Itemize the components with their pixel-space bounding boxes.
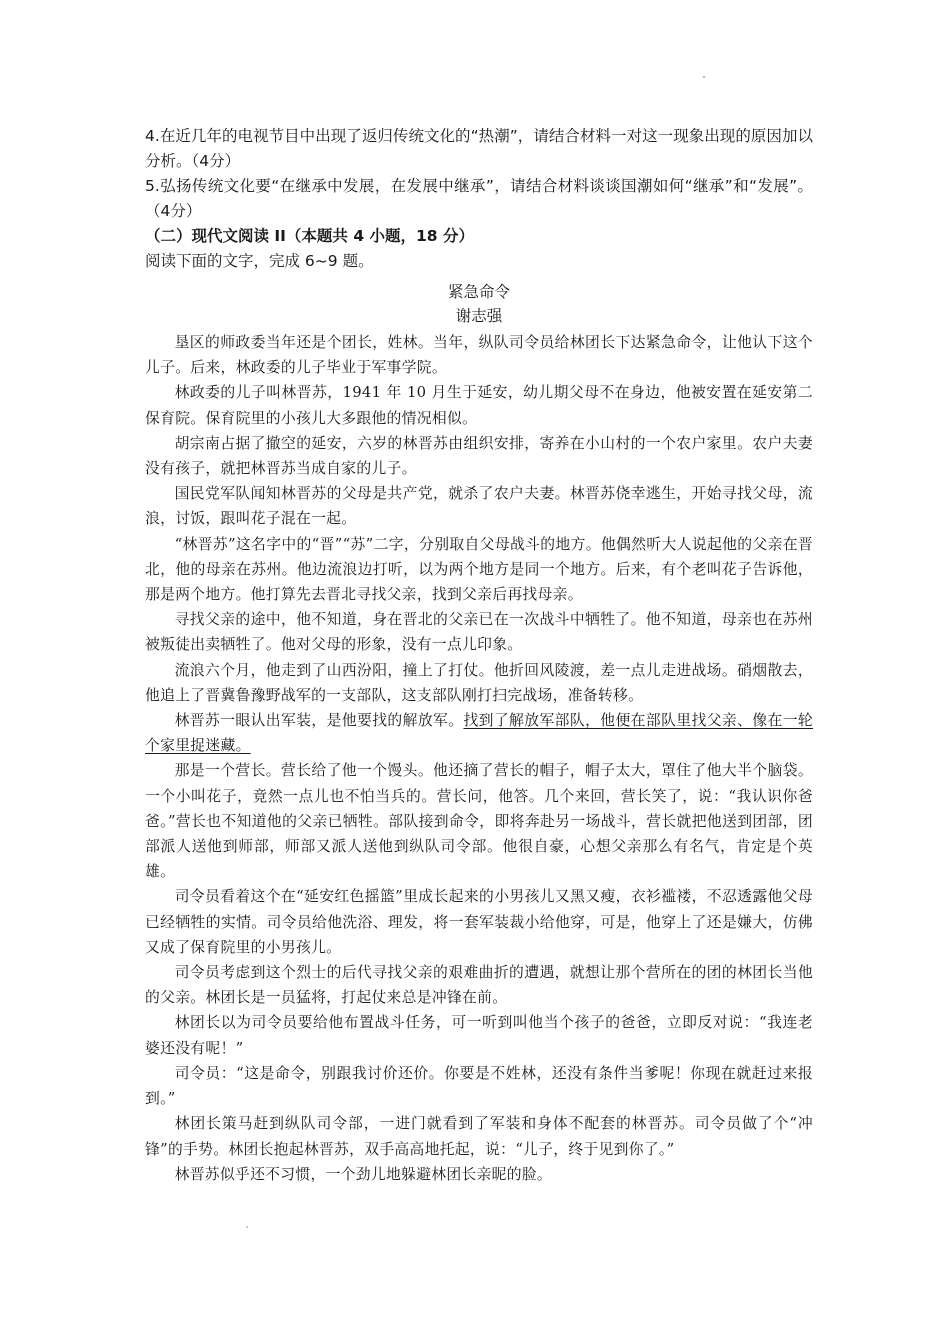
paragraph: 林团长策马赶到纵队司令部，一进门就看到了军装和身体不配套的林晋苏。司令员做了个“冲锋”的手势。林团长抱起林晋苏，双手高高地托起，说：“儿子，终于见到你了。” — [145, 1115, 813, 1158]
underlined-sentence: 找到了解放军部队，他便在部队里找父亲、像在一轮个家里捉迷藏。 — [145, 712, 814, 755]
scan-speck — [246, 1226, 248, 1228]
paragraph: 国民党军队闻知林晋苏的父母是共产党，就杀了农户夫妻。林晋苏侥幸逃生，开始寻找父母，流浪，讨饭，跟叫花子混在一起。 — [145, 485, 813, 528]
paragraph-plain-part: 林晋苏一眼认出军装，是他要找的解放军。 — [174, 712, 464, 730]
section-title: （二）现代文阅读 II（本题共 4 小题，18 分） — [145, 227, 474, 245]
article-title: 紧急命令 — [447, 283, 510, 301]
paragraph: 司令员考虑到这个烈士的后代寻找父亲的艰难曲折的遭遇，就想让那个营所在的团的林团长当他的父亲。林团长是一员猛将，打起仗来总是冲锋在前。 — [145, 964, 813, 1007]
paragraph: 司令员看着这个在“延安红色摇篮”里成长起来的小男孩儿又黑又瘦，衣衫褴褛，不忍透露他父母已经牺牲的实情。司令员给他洗浴、理发，将一套军装裁小给他穿，可是，他穿上了还是嫌大，仿佛又成了保育院里的小男孩儿。 — [145, 888, 813, 956]
paragraph: 林团长以为司令员要给他布置战斗任务，可一听到叫他当个孩子的爸爸，立即反对说：“我连老婆还没有呢！” — [145, 1014, 813, 1057]
paragraph: 林晋苏似乎还不习惯，一个劲儿地躲避林团长亲昵的脸。 — [174, 1165, 553, 1183]
article-author: 谢志强 — [455, 307, 503, 325]
question-5: 5.弘扬传统文化要“在继承中发展，在发展中继承”，请结合材料谈谈国潮如何“继承”和“发展”。（4分） — [145, 177, 813, 220]
paragraph: 垦区的师政委当年还是个团长，姓林。当年，纵队司令员给林团长下达紧急命令，让他认下这个儿子。后来，林政委的儿子毕业于军事学院。 — [145, 334, 813, 377]
paragraph: 胡宗南占据了撤空的延安，六岁的林晋苏由组织安排，寄养在小山村的一个农户家里。农户夫妻没有孩子，就把林晋苏当成自家的儿子。 — [145, 434, 813, 478]
question-4: 4.在近几年的电视节目中出现了返归传统文化的“热潮”，请结合材料一对这一现象出现的原因加以分析。（4分） — [145, 127, 813, 170]
paragraph: 寻找父亲的途中，他不知道，身在晋北的父亲已在一次战斗中牺牲了。他不知道，母亲也在苏州被叛徒出卖牺牲了。他对父母的形象，没有一点儿印象。 — [145, 611, 813, 654]
paragraph: 流浪六个月，他走到了山西汾阳，撞上了打仗。他折回风陵渡，差一点儿走进战场。硝烟散去，他追上了晋冀鲁豫野战军的一支部队，这支部队刚打扫完战场，准备转移。 — [145, 661, 813, 704]
scan-speck — [703, 76, 705, 78]
paragraph: 那是一个营长。营长给了他一个馒头。他还摘了营长的帽子，帽子太大，罩住了他大半个脑袋。一个小叫花子，竟然一点儿也不怕当兵的。营长问，他答。几个来回，营长笑了，说：“我认识你爸爸。”营长也不知道他的父亲已牺牲。部队接到命令，即将奔赴另一场战斗，营长就把他送到团部，团部派人送他到师部，师部又派人送他到纵队司令部。他很自豪，心想父亲那么有名气，肯定是个英雄。 — [145, 762, 813, 881]
paragraph-underlined — [145, 708, 813, 758]
section-instruction: 阅读下面的文字，完成 6~9 题。 — [145, 252, 374, 270]
paragraph: “林晋苏”这名字中的“晋”“苏”二字，分别取自父母战斗的地方。他偶然听大人说起他的父亲在晋北，他的母亲在苏州。他边流浪边打听，以为两个地方是同一个地方。后来，有个老叫花子告诉他，那是两个地方。他打算先去晋北寻找父亲，找到父亲后再找母亲。 — [145, 535, 813, 604]
exam-page — [145, 124, 813, 1187]
paragraph: 林政委的儿子叫林晋苏，1941 年 10 月生于延安，幼儿期父母不在身边，他被安置在延安第二保育院。保育院里的小孩儿大多跟他的情况相似。 — [145, 384, 813, 427]
paragraph: 司令员：“这是命令，别跟我讨价还价。你要是不姓林，还没有条件当爹呢！你现在就赶过来报到。” — [145, 1064, 813, 1108]
